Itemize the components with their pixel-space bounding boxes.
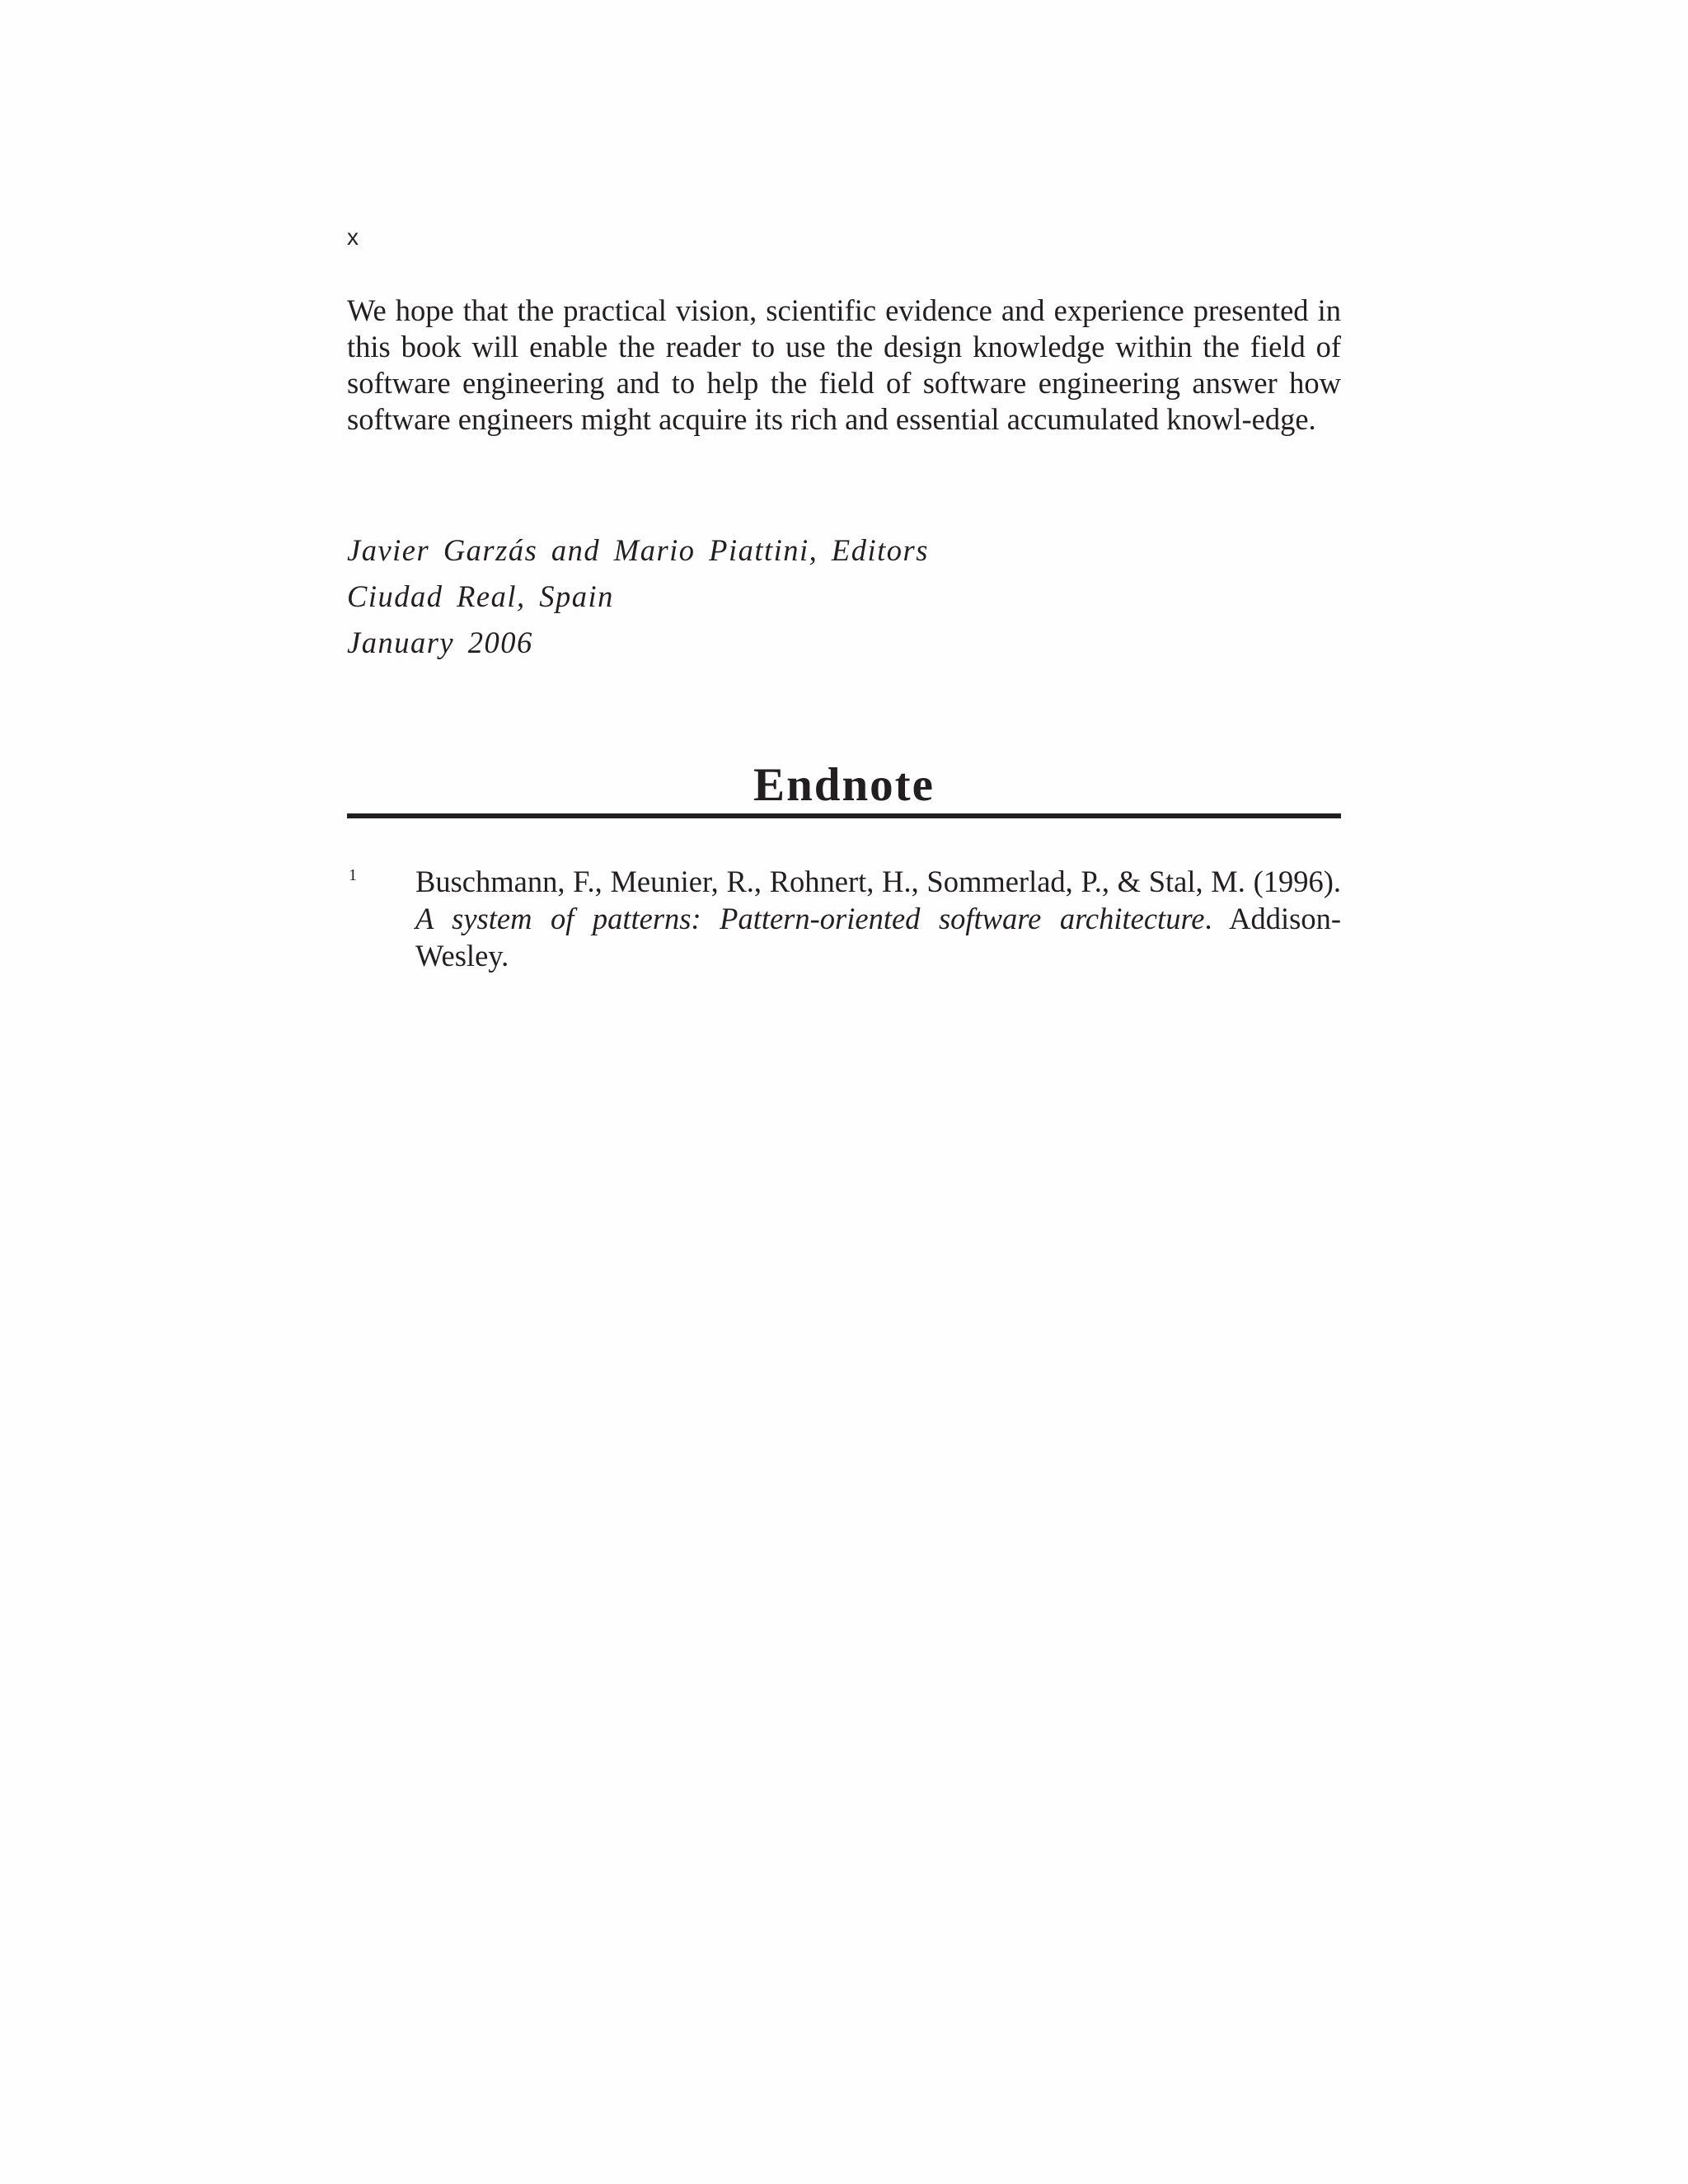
closing-paragraph: We hope that the practical vision, scientific evidence and experience presented in this book will enable the reader to use the design knowledge within the field of software engineering and to help the field of software engineering answer how software engineers might acquire its rich and essential accumulated knowl-edge. [347,293,1341,436]
reference-title: A system of patterns: Pattern-oriented software architecture [415,902,1205,935]
endnote-reference [415,863,1341,974]
page-number: x [347,224,359,250]
date-line: January 2006 [347,626,533,659]
reference-authors: Buschmann, F., Meunier, R., Rohnert, H., Sommerlad, P., & Stal, M. (1996). [415,865,1341,898]
reference-publisher: . Addison-Wesley. [415,902,1341,972]
editors-line: Javier Garzás and Mario Piattini, Editors [347,533,929,567]
editor-signature [347,527,929,666]
endnote-heading: Endnote [753,759,935,811]
endnote-divider [347,813,1341,818]
location-line: Ciudad Real, Spain [347,579,614,613]
endnote-marker: 1 [349,866,357,884]
